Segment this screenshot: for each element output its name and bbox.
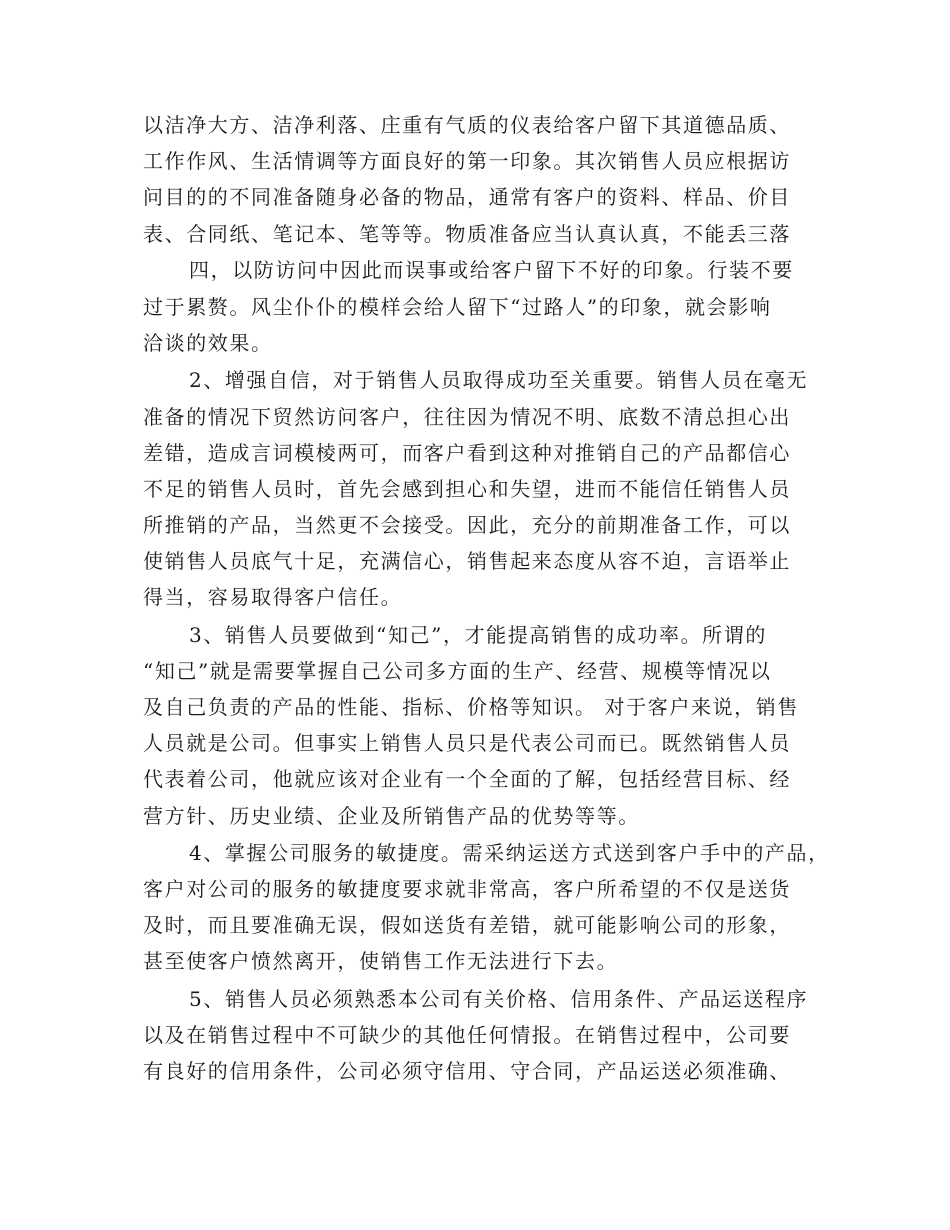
text-line: 差错，造成言词模棱两可，而客户看到这种对推销自己的产品都信心 (143, 441, 791, 465)
text-line: 4、掌握公司服务的敏捷度。需采纳运送方式送到客户手中的产品， (189, 841, 830, 865)
text-line: 所推销的产品，当然更不会接受。因此，充分的前期准备工作，可以 (143, 513, 791, 537)
text-line: 及时，而且要准确无误，假如送货有差错，就可能影响公司的形象， (143, 913, 791, 937)
text-line: 过于累赘。风尘仆仆的模样会给人留下“过路人”的印象，就会影响 (143, 295, 772, 319)
text-line: 得当，容易取得客户信任。 (143, 585, 403, 609)
text-line: “知己”就是需要掌握自己公司多方面的生产、经营、规模等情况以 (143, 659, 772, 683)
text-line: 四，以防访问中因此而误事或给客户留下不好的印象。行装不要 (189, 258, 794, 282)
text-line: 2、增强自信，对于销售人员取得成功至关重要。销售人员在毫无 (189, 368, 809, 392)
text-line: 问目的的不同准备随身必备的物品，通常有客户的资料、样品、价目 (143, 185, 791, 209)
text-line: 代表着公司，他就应该对企业有一个全面的了解，包括经营目标、经 (143, 767, 791, 791)
text-line: 准备的情况下贸然访问客户，往往因为情况不明、底数不清总担心出 (143, 405, 791, 429)
text-line: 人员就是公司。但事实上销售人员只是代表公司而已。既然销售人员 (143, 731, 791, 755)
text-line: 工作作风、生活情调等方面良好的第一印象。其次销售人员应根据访 (143, 149, 791, 173)
text-line: 及自己负责的产品的性能、指标、价格等知识。 对于客户来说，销售 (143, 695, 799, 719)
text-line: 表、合同纸、笔记本、笔等等。物质准备应当认真认真，不能丢三落 (143, 222, 791, 246)
text-line: 有良好的信用条件，公司必须守信用、守合同，产品运送必须准确、 (143, 1059, 791, 1083)
text-line: 以洁净大方、洁净利落、庄重有气质的仪表给客户留下其道德品质、 (143, 113, 791, 137)
text-line: 使销售人员底气十足，充满信心，销售起来态度从容不迫，言语举止 (143, 549, 791, 573)
text-line: 3、销售人员要做到“知己”，才能提高销售的成功率。所谓的 (189, 623, 767, 647)
text-line: 不足的销售人员时，首先会感到担心和失望，进而不能信任销售人员 (143, 477, 791, 501)
text-line: 客户对公司的服务的敏捷度要求就非常高，客户所希望的不仅是送货 (143, 877, 791, 901)
text-line: 洽谈的效果。 (143, 331, 273, 355)
text-line: 营方针、历史业绩、企业及所销售产品的优势等等。 (143, 804, 640, 828)
text-line: 5、销售人员必须熟悉本公司有关价格、信用条件、产品运送程序 (189, 987, 809, 1011)
text-line: 甚至使客户愤然离开，使销售工作无法进行下去。 (143, 949, 619, 973)
text-line: 以及在销售过程中不可缺少的其他任何情报。在销售过程中，公司要 (143, 1023, 791, 1047)
